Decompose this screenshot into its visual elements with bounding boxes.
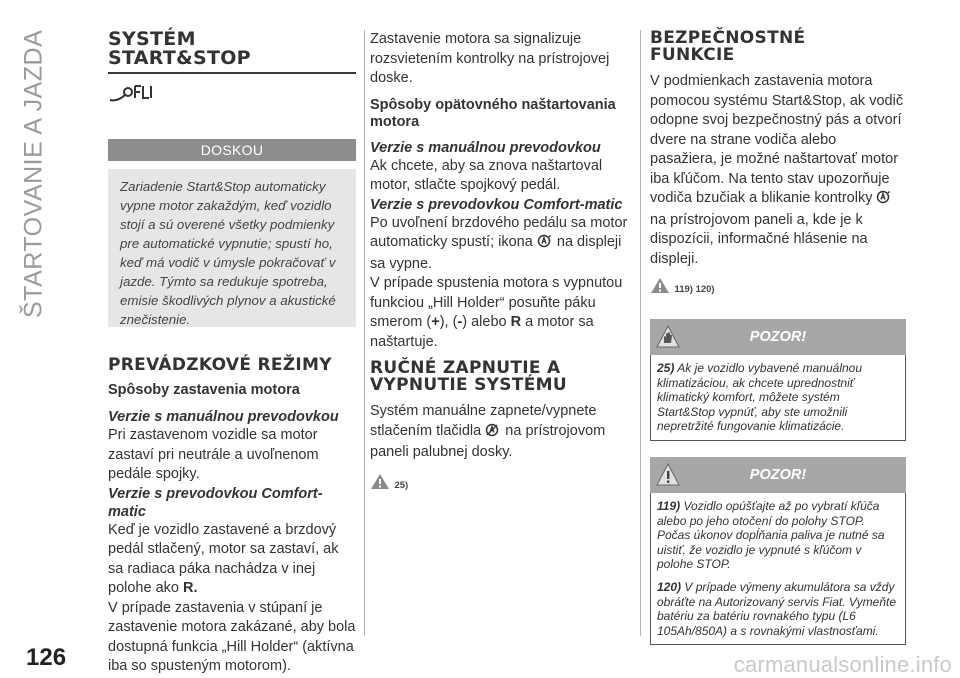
safety-title: BEZPEČNOSTNÉ FUNKCIE <box>650 28 806 65</box>
gear-r: R. <box>182 580 198 596</box>
manual-version-heading: Verzie s manuálnou prevodovkou <box>108 409 339 425</box>
warning-triangle-icon <box>370 473 390 495</box>
comfort-text-a: Keď je vozidlo zastavené a brzdový pedál stlačený, motor sa zastaví, ak sa radiaca páka nachádza v inej polohe ako <box>108 521 339 596</box>
doskou-header: DOSKOU <box>108 139 356 161</box>
hill-text-c: ) alebo <box>462 314 507 330</box>
manual-version-heading: Verzie s manuálnou prevodovkou <box>370 139 601 156</box>
page-number: 126 <box>26 644 67 671</box>
manual-text: Pri zastavenom vozidle sa motor zastaví pri neutrále a uvoľnenom pedále spojky. <box>108 427 319 482</box>
auto-stop-icon <box>537 234 553 255</box>
column-divider <box>364 30 365 636</box>
note-120 <box>657 580 899 638</box>
doskou-text: Zariadenie Start&Stop automaticky vypne motor zakaždým, keď vozidlo stojí a sú overené všetky podmienky pre automatické vypnutie; spustí ho, keď má vodič v úmysle pokračovať v jazde. Týmto sa redukuje spotreba, emisie škodlivých plynov a akustické znečistenie. <box>108 169 356 327</box>
section-title-line-2: START&STOP <box>108 47 251 69</box>
comfort-text <box>370 214 632 275</box>
gear-r: R <box>510 314 522 330</box>
column-2 <box>370 30 632 495</box>
start-stop-button-icon <box>485 423 501 444</box>
section-title-line-1: SYSTÉM <box>108 28 196 50</box>
warning-triangle-icon <box>656 463 680 501</box>
hill-text-a: V prípade spustenia motora s vypnutou funkciou „Hill Holder“ posuňte páku smerom ( <box>370 275 623 330</box>
comfort-version-heading: Verzie s prevodovkou Comfort-matic <box>108 485 323 520</box>
manual-sys-b: na prístrojovom paneli palubnej dosky. <box>370 422 606 460</box>
auto-stop-icon <box>876 190 892 211</box>
title-rule <box>108 72 356 74</box>
note-text: V prípade výmeny akumulátora sa vždy obráťte na Autorizovaný servis Fiat. Vymeňte batériu za batériu rovnakého typu (L6 105Ah/850A) a s rovnakými vlastnosťami. <box>657 579 897 638</box>
pozor-header <box>650 457 906 493</box>
note-number: 25) <box>657 361 675 375</box>
note-spacer <box>657 572 899 580</box>
warning-ref-text: 25) <box>394 479 409 491</box>
note-number: 120) <box>657 579 682 594</box>
manual-system-text <box>370 402 632 463</box>
section-title <box>108 30 356 68</box>
intro-text: Zastavenie motora sa signalizuje rozsvietením kontrolky na prístrojovej doske. <box>370 31 610 86</box>
comfort-text-b: na displeji sa vypne. <box>370 234 622 272</box>
hill-holder-text: V prípade zastavenia v stúpaní je zastavenie motora zakázané, aby bola dostupná funkcia „Hill Holder“ (aktívna iba so spusteným motorom). <box>108 599 356 674</box>
manual-sys-a: Systém manuálne zapnete/vypnete stlačením tlačidla <box>370 403 597 439</box>
warning-reference <box>650 277 906 299</box>
column-1 <box>108 30 356 677</box>
pozor-body <box>650 493 906 645</box>
restart-heading: Spôsoby opätovného naštartovania motora <box>370 96 616 130</box>
hill-holder-text <box>370 274 632 352</box>
chapter-side-title: ŠTARTOVANIE A JAZDA <box>19 30 48 319</box>
hill-text-b: ), ( <box>439 314 458 330</box>
footer-watermark[interactable]: carmanualsonline.info <box>733 652 952 677</box>
hill-text-d: a motor sa naštartuje. <box>370 314 594 350</box>
gear-minus: - <box>457 314 463 330</box>
pozor-label: POZOR! <box>749 466 807 483</box>
column-divider <box>640 30 641 636</box>
start-stop-icon <box>108 82 356 109</box>
note-119 <box>657 499 899 572</box>
pozor-body <box>650 355 906 441</box>
safety-text-a: V podmienkach zastavenia motora pomocou systému Start&Stop, ak vodič odopne svoj bezpečnostný pás a otvorí dvere na strane vodiča alebo pasažiera, je možné naštartovať motor iba kľúčom. Na tento stav upozorňuje vodiča bzučiak a blikanie kontrolky <box>650 73 904 206</box>
pozor-label: POZOR! <box>749 329 807 345</box>
comfort-version-heading: Verzie s prevodovkou Comfort-matic <box>370 196 623 213</box>
warning-triangle-icon <box>650 277 670 299</box>
hand-warning-icon <box>656 325 680 363</box>
pozor-box-2 <box>650 457 906 645</box>
manual-system-title: RUČNÉ ZAPNUTIE A VYPNUTIE SYSTÉMU <box>370 358 567 395</box>
pozor-box-1 <box>650 319 906 441</box>
safety-text <box>650 72 906 269</box>
comfort-text-a: Po uvoľnení brzdového pedálu sa motor automaticky spustí; ikona <box>370 214 628 250</box>
warning-reference <box>370 473 632 495</box>
note-text: Ak je vozidlo vybavené manuálnou klimatizáciou, ak chcete uprednostniť klimatický komfort, môžete systém Start&Stop vypnúť, aby ste umožnili nepretržité fungovanie klimatizácie. <box>657 361 863 434</box>
pozor-header <box>650 319 906 355</box>
manual-text: Ak chcete, aby sa znova naštartoval motor, stlačte spojkový pedál. <box>370 157 603 193</box>
gear-plus: + <box>431 314 440 330</box>
note-text: Vozidlo opúšťajte až po vybratí kľúča alebo po jeho otočení do polohy STOP. Počas úkonov dopĺňania paliva je nutné sa uistiť, že vozidlo je vypnuté s kľúčom v polohe STOP. <box>657 498 885 572</box>
warning-ref-text: 119) 120) <box>674 284 715 295</box>
column-3 <box>650 30 906 645</box>
modes-title: PREVÁDZKOVÉ REŽIMY <box>108 355 332 375</box>
note-number: 119) <box>657 498 681 513</box>
safety-text-b: na prístrojovom paneli a, kde je k dispozícii, informačné hlásenie na displeji. <box>650 211 868 267</box>
comfort-text <box>108 521 356 599</box>
stop-modes-heading: Spôsoby zastavenia motora <box>108 382 300 398</box>
